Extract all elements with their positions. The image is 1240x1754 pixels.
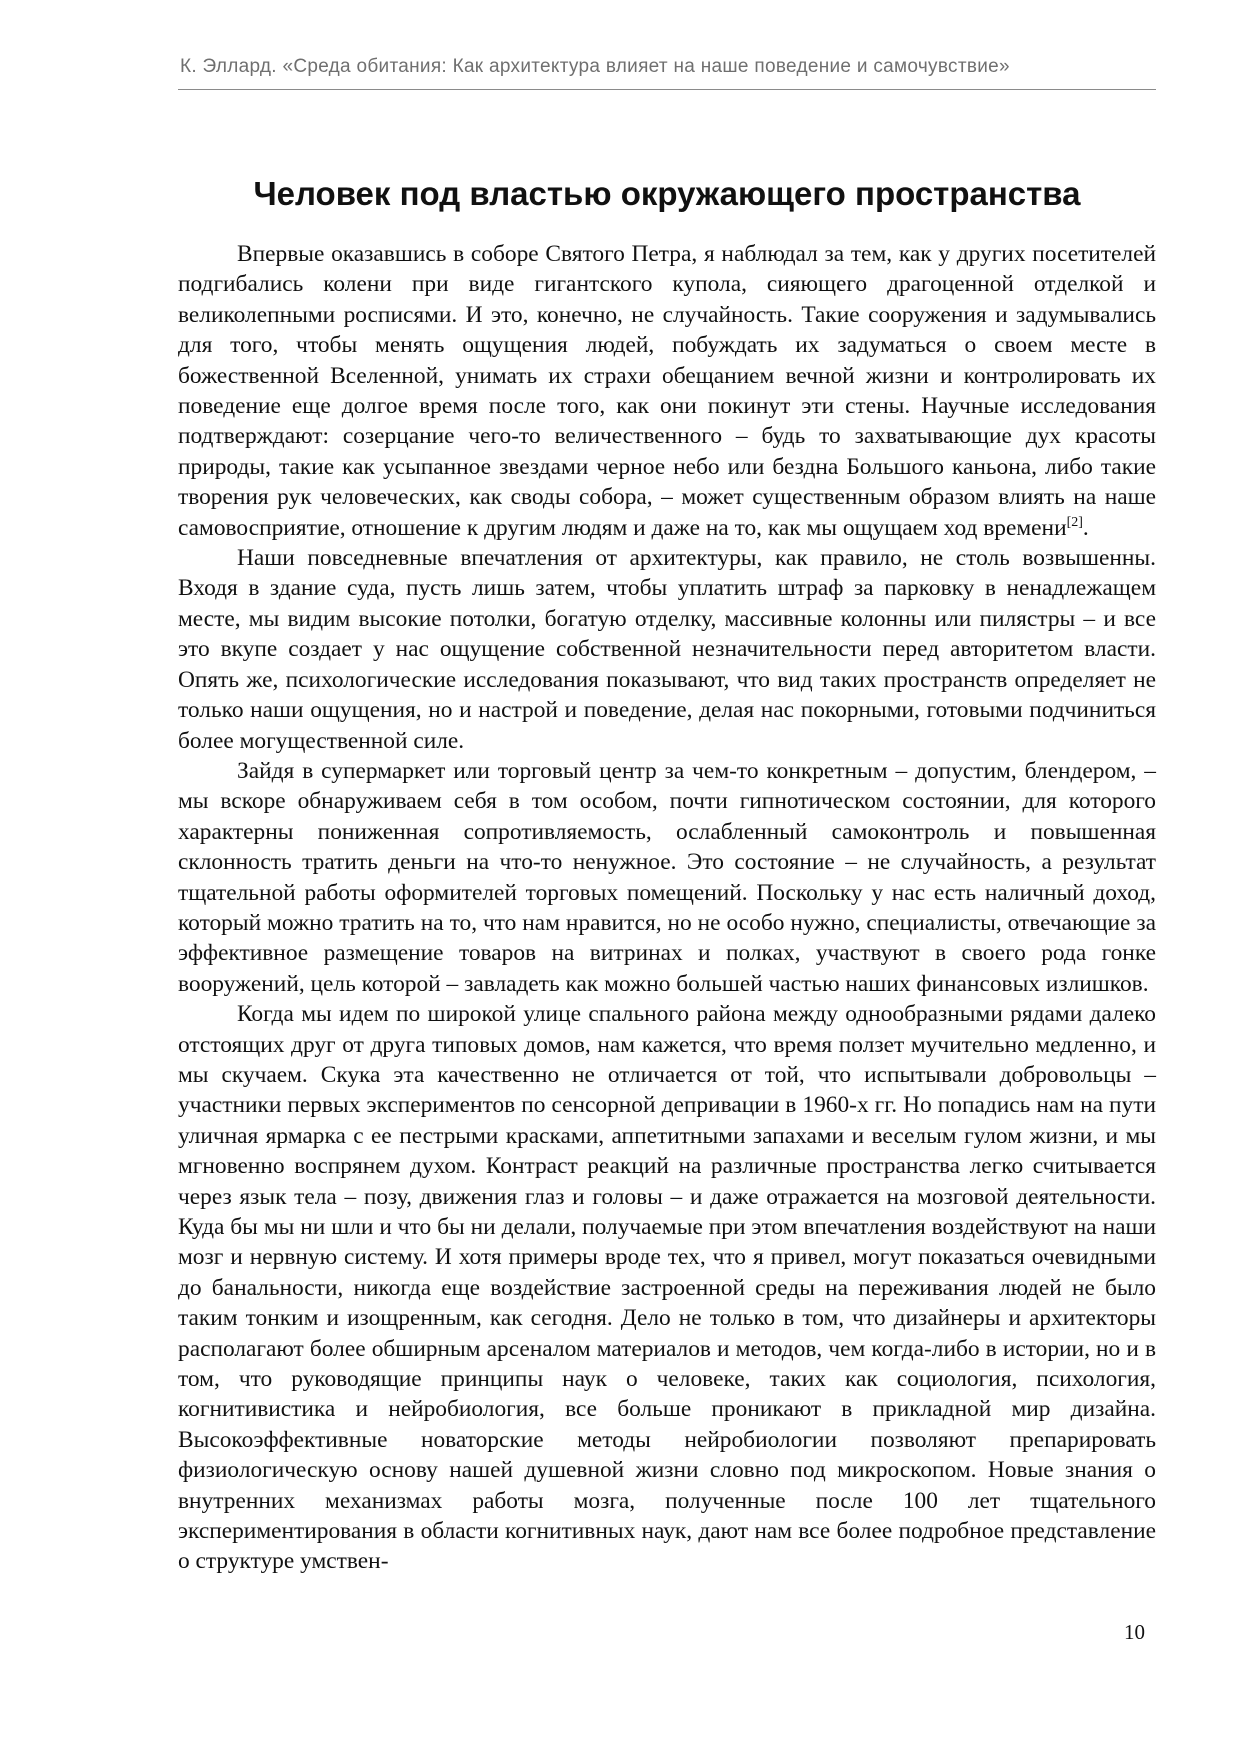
body-text [178,239,1156,1577]
header-divider [178,89,1156,90]
running-header: К. Эллард. «Среда обитания: Как архитектура влияет на наше поведение и самочувствие» [180,56,1010,77]
page-number: 10 [1124,1620,1145,1644]
paragraph: Зайдя в супермаркет или торговый центр за чем-то конкретным – допустим, блендером, – мы вскоре обнаруживаем себя в том особом, почти гипнотическом состоянии, для которого характерны пониженная сопротивляемость, ослабленный самоконтроль и повышенная склонность тратить деньги на что-то ненужное. Это состояние – не случайность, а результат тщательной работы оформителей торговых помещений. Поскольку у нас есть наличный доход, который можно тратить на то, что нам нравится, но не особо нужно, специалисты, отвечающие за эффективное размещение товаров на витринах и полках, участвуют в своего рода гонке вооружений, цель которой – завладеть как можно большей частью наших финансовых излишков. [178,757,1156,997]
paragraph [178,239,1156,543]
chapter-title: Человек под властью окружающего пространства [253,175,1081,212]
paragraph-tail: . [1082,514,1089,541]
footnote-reference[interactable]: [2] [1066,514,1083,530]
paragraph: Когда мы идем по широкой улице спального района между однообразными рядами далеко отстоящих друг от друга типовых домов, нам кажется, что время ползет мучительно медленно, и мы скучаем. Скука эта качественно не отличается от той, что испытывали добровольцы – участники первых экспериментов по сенсорной депривации в 1960-х гг. Но попадись нам на пути уличная ярмарка с ее пестрыми красками, аппетитными запахами и веселым гулом жизни, и мы мгновенно воспрянем духом. Контраст реакций на различные пространства легко считывается через язык тела – позу, движения глаз и головы – и даже отражается на мозговой деятельности. Куда бы мы ни шли и что бы ни делали, получаемые при этом впечатления воздействуют на наши мозг и нервную систему. И хотя примеры вроде тех, что я привел, могут показаться очевидными до банальности, никогда еще воздействие застроенной среды на переживания людей не было таким тонким и изощренным, как сегодня. Дело не только в том, что дизайнеры и архитекторы располагают более обширным арсеналом материалов и методов, чем когда-либо в истории, но и в том, что руководящие принципы наук о человеке, таких как социология, психология, когнитивистика и нейробиология, все больше проникают в прикладной мир дизайна. Высокоэффективные новаторские методы нейробиологии позволяют препарировать физиологическую основу нашей душевной жизни словно под микроскопом. Новые знания о внутренних механизмах работы мозга, полученные после 100 лет тщательного экспериментирования в области когнитивных наук, дают нам все более подробное представление о структуре умствен- [178,1001,1156,1575]
paragraph: Наши повседневные впечатления от архитектуры, как правило, не столь возвышенны. Входя в здание суда, пусть лишь затем, чтобы уплатить штраф за парковку в ненадлежащем месте, мы видим высокие потолки, богатую отделку, массивные колонны или пилястры – и все это вкупе создает у нас ощущение собственной незначительности перед авторитетом власти. Опять же, психологические исследования показывают, что вид таких пространств определяет не только наши ощущения, но и настрой и поведение, делая нас покорными, готовыми подчиниться более могущественной силе. [178,545,1156,754]
paragraph-text: Впервые оказавшись в соборе Святого Петра, я наблюдал за тем, как у других посетителей подгибались колени при виде гигантского купола, сияющего драгоценной отделкой и великолепными росписями. И это, конечно, не случайность. Такие сооружения и задумывались для того, чтобы менять ощущения людей, побуждать их задуматься о своем месте в божественной Вселенной, унимать их страхи обещанием вечной жизни и контролировать их поведение еще долгое время после того, как они покинут эти стены. Научные исследования подтверждают: созерцание чего-то величественного – будь то захватывающие дух красоты природы, такие как усыпанное звездами черное небо или бездна Большого каньона, либо такие творения рук человеческих, как своды собора, – может существенным образом влиять на наше самовосприятие, отношение к другим людям и даже на то, как мы ощущаем ход времени [178,241,1156,541]
